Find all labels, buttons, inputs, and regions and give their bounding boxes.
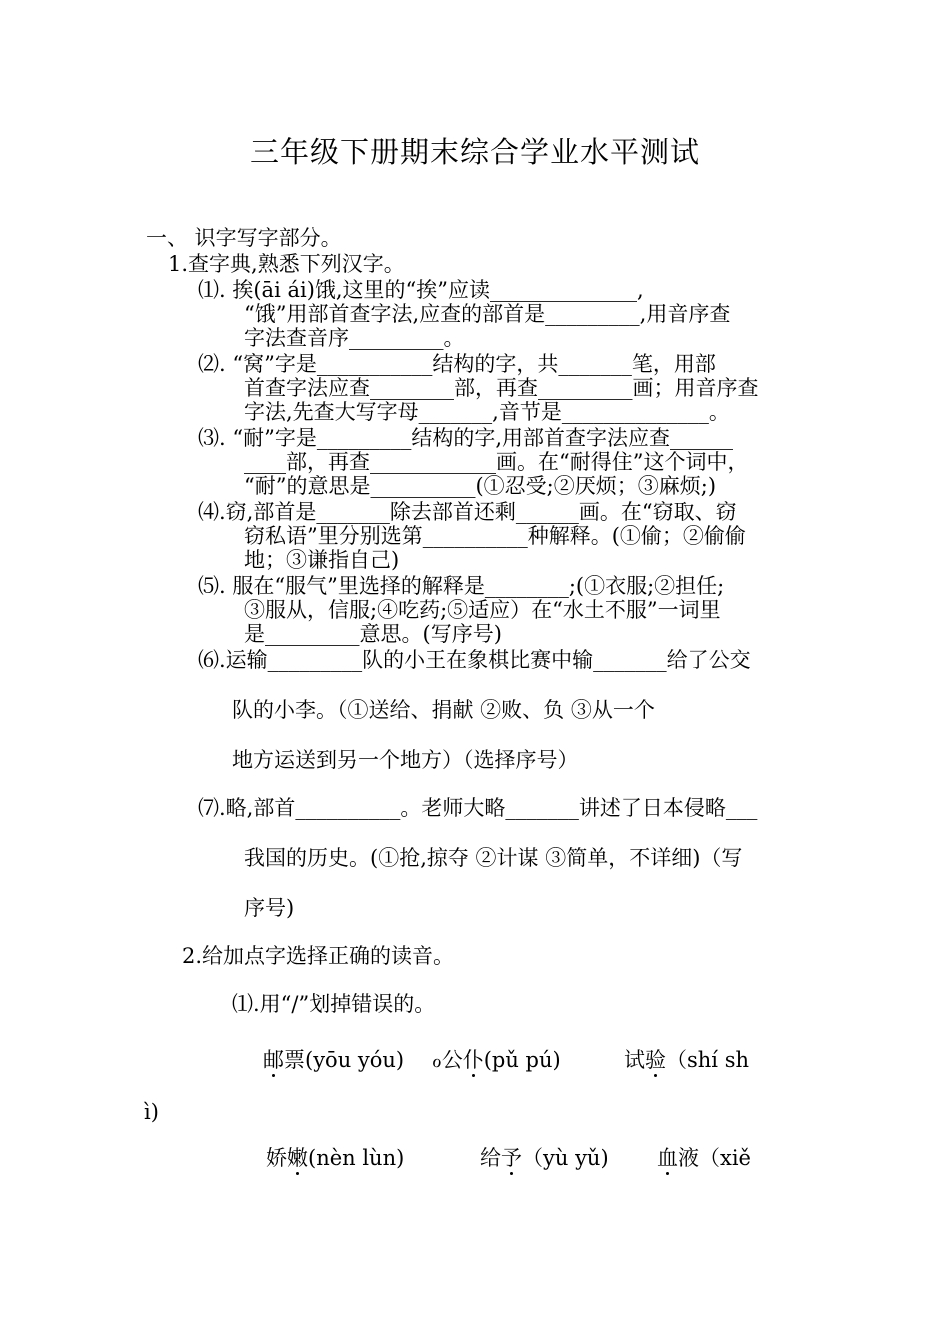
q1-line: “耐”的意思是__________(①忍受;②厌烦；③麻烦;) [244, 474, 717, 498]
q1-line: 地方运送到另一个地方）（选择序号） [232, 748, 579, 772]
q1-line: ⑹.运输_________队的小王在象棋比赛中输_______给了公交 [198, 648, 751, 672]
pinyin-continuation: ì) [144, 1100, 159, 1124]
q1-line: 字法查音序_________。 [244, 326, 465, 350]
pinyin-item: 试验（shí sh [624, 1048, 749, 1072]
q1-line: 窃私语”里分别选第__________种解释。(①偷；②偷偷 [244, 524, 746, 548]
dotted-character: 验 [645, 1048, 666, 1072]
q1-line: ⑷.窃,部首是_______除去部首还剩______画。在“窃取、窃 [198, 500, 737, 524]
q2-instruction: ⑴.用“/”划掉错误的。 [232, 992, 436, 1016]
q1-line: ③服从，信服;④吃药;⑤适应）在“水土不服”一词里 [244, 598, 721, 622]
q1-line: ⑸. 服在“服气”里选择的解释是________;(①衣服;②担任; [198, 574, 725, 598]
q1-line: ⑵. “窝”字是___________结构的字，共_______笔，用部 [198, 352, 716, 376]
q1-line: 队的小李。（①送给、捐献 ②败、负 ③从一个 [232, 698, 655, 722]
q1-line: 我国的历史。(①抢,掠夺 ②计谋 ③简单，不详细)（写 [244, 846, 743, 870]
q1-line: ⑶. “耐”字是_________结构的字,用部首查字法应查______ [198, 426, 733, 450]
q1-line: ⑺.略,部首__________。老师大略_______讲述了日本侵略___ [198, 796, 758, 820]
q1-line: 是_________意思。(写序号) [244, 622, 502, 646]
q1-line: 字法,先查大写字母_______,音节是______________。 [244, 400, 730, 424]
question-2-heading: 2.给加点字选择正确的读音。 [182, 944, 455, 968]
dotted-character: 邮 [263, 1048, 284, 1072]
q1-line: “饿”用部首查字法,应查的部首是_________,用音序查 [244, 302, 731, 326]
dotted-character: 仆 [462, 1048, 484, 1072]
pinyin-item: 娇嫩(nèn lùn) [266, 1146, 405, 1170]
q1-line: 首查字法应查________部，再查_________画；用音序查 [244, 376, 759, 400]
question-1-heading: 1.查字典,熟悉下列汉字。 [168, 252, 405, 276]
q1-line: 地；③谦指自己) [244, 548, 400, 572]
q1-line: 序号) [244, 896, 295, 920]
pinyin-item: 血液（xiě [657, 1146, 751, 1170]
pinyin-item: ℴ公仆(pǔ pú) [432, 1048, 561, 1072]
section-heading: 一、 识字写字部分。 [146, 226, 342, 250]
dotted-character: 嫩 [287, 1146, 308, 1170]
dotted-character: 予 [501, 1146, 522, 1170]
pinyin-item: 给予（yù yǔ) [480, 1146, 609, 1170]
q1-line: ____部，再查____________画。在“耐得住”这个词中， [244, 450, 749, 474]
page-title: 三年级下册期末综合学业水平测试 [249, 135, 700, 169]
dotted-character: 血 [657, 1146, 678, 1170]
pinyin-item: 邮票(yōu yóu) [263, 1048, 405, 1072]
q1-line: ⑴. 挨(āi ái)饿,这里的“挨”应读______________, [198, 278, 644, 302]
